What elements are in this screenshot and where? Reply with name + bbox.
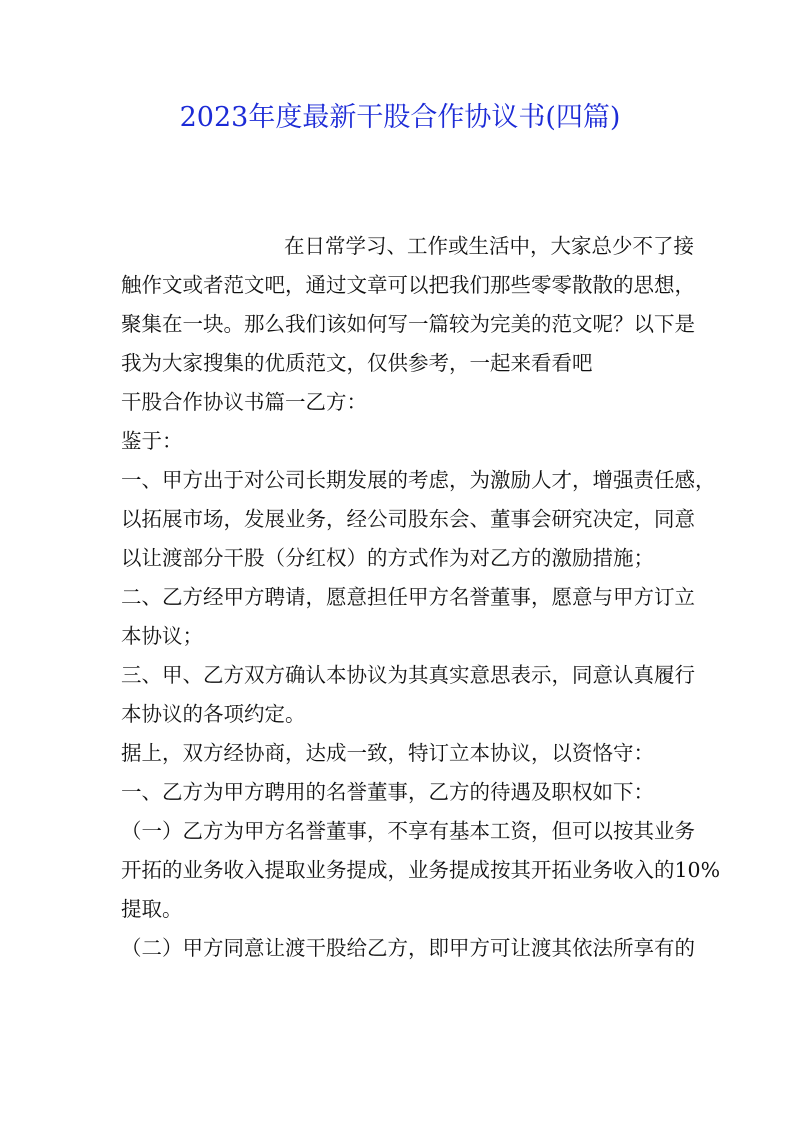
body-line: 以拓展市场，发展业务，经公司股东会、董事会研究决定，同意 — [121, 507, 695, 531]
body-line: 据上，双方经协商，达成一致，特订立本协议，以资恪守： — [121, 741, 654, 765]
body-line: 一、甲方出于对公司长期发展的考虑，为激励人才，增强责任感， — [121, 468, 716, 492]
section-heading: 干股合作协议书篇一乙方： — [121, 390, 367, 414]
body-line: 开拓的业务收入提取业务提成，业务提成按其开拓业务收入的10% — [121, 858, 721, 882]
body-line: 聚集在一块。那么我们该如何写一篇较为完美的范文呢？以下是 — [121, 312, 695, 336]
body-line: 以让渡部分干股（分红权）的方式作为对乙方的激励措施； — [121, 546, 654, 570]
body-line: 提取。 — [121, 897, 183, 921]
body-line: （二）甲方同意让渡干股给乙方，即甲方可让渡其依法所享有的 — [121, 936, 695, 960]
body-line: 鉴于： — [121, 429, 183, 453]
body-line: 在日常学习、工作或生活中，大家总少不了接 — [284, 234, 694, 258]
body-line: 本协议的各项约定。 — [121, 702, 306, 726]
body-line: （一）乙方为甲方名誉董事，不享有基本工资，但可以按其业务 — [121, 819, 695, 843]
body-line: 我为大家搜集的优质范文，仅供参考，一起来看看吧 — [121, 351, 593, 375]
body-line: 二、乙方经甲方聘请，愿意担任甲方名誉董事，愿意与甲方订立 — [121, 585, 695, 609]
body-line: 三、甲、乙方双方确认本协议为其真实意思表示，同意认真履行 — [121, 663, 695, 687]
document-body — [121, 227, 721, 968]
body-line: 触作文或者范文吧，通过文章可以把我们那些零零散散的思想， — [121, 273, 695, 297]
document-title: 2023年度最新干股合作协议书(四篇) — [179, 102, 621, 133]
body-line: 本协议； — [121, 624, 203, 648]
body-line: 一、乙方为甲方聘用的名誉董事，乙方的待遇及职权如下： — [121, 780, 654, 804]
